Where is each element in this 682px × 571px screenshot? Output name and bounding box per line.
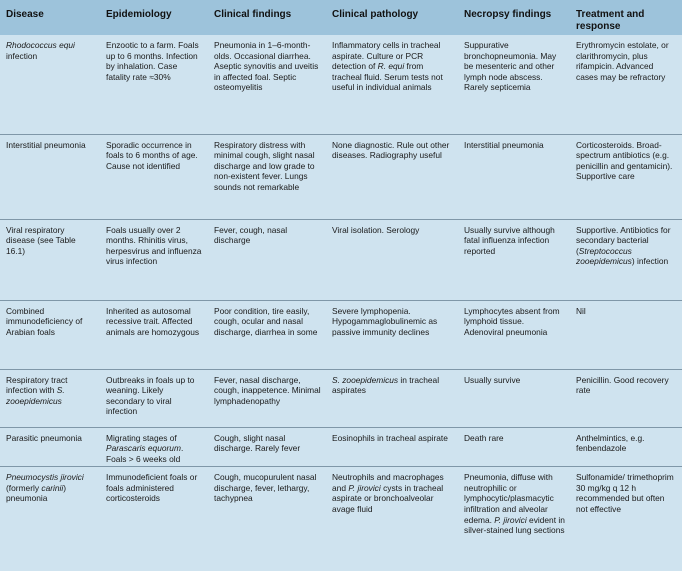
table-row bbox=[0, 219, 682, 300]
disease-italic: carinii bbox=[41, 482, 64, 493]
pathology-text: Inflammatory cells in tracheal aspirate. Culture or PCR detection of bbox=[332, 40, 441, 72]
cell-clinical-pathology bbox=[326, 369, 458, 427]
cell-clinical-findings: Fever, cough, nasal discharge bbox=[208, 219, 326, 300]
cell-treatment: Penicillin. Good recovery rate bbox=[570, 369, 682, 427]
cell-disease: Interstitial pneumonia bbox=[0, 134, 100, 219]
cell-clinical-pathology bbox=[326, 467, 458, 571]
cell-clinical-findings: Respiratory distress with minimal cough, slight nasal discharge and low grade to non-existent fever. Lungs sounds not remarkable bbox=[208, 134, 326, 219]
cell-treatment: Corticosteroids. Broad-spectrum antibiotics (e.g. penicillin and gentamicin). Supportive care bbox=[570, 134, 682, 219]
cell-clinical-pathology: None diagnostic. Rule out other diseases. Radiography useful bbox=[326, 134, 458, 219]
pathology-italic: R. equi bbox=[377, 61, 405, 72]
header-clinical-findings: Clinical findings bbox=[214, 9, 292, 20]
table-row bbox=[0, 369, 682, 427]
treatment-text: Supportive. Antibiotics for secondary bacterial ( bbox=[576, 224, 671, 256]
disease-text: infection bbox=[6, 50, 38, 61]
cell-clinical-findings: Poor condition, tire easily, cough, ocular and nasal discharge, diarrhea in some bbox=[208, 300, 326, 369]
cell-clinical-pathology: Severe lymphopenia. Hypogammaglobulinemic as passive immunity declines bbox=[326, 300, 458, 369]
header-epidemiology: Epidemiology bbox=[106, 9, 172, 20]
disease-text: Respiratory tract infection with bbox=[6, 374, 68, 396]
cell-treatment: Erythromycin estolate, or clarithromycin, plus rifampicin. Advanced cases may be refractory bbox=[576, 40, 669, 82]
disease-text: (formerly bbox=[6, 482, 42, 493]
cell-necropsy-findings: Suppurative bronchopneumonia. May be mesenteric and other lymph node abscess. Rarely septicemia bbox=[464, 40, 557, 93]
header-clinical-pathology: Clinical pathology bbox=[332, 9, 419, 20]
epidemiology-text: . Foals > 6 weeks old bbox=[106, 443, 184, 464]
cell-epidemiology: Enzootic to a farm. Foals up to 6 months. Infection by inhalation. Case fatality rate ≈30% bbox=[106, 40, 199, 82]
table-row bbox=[0, 134, 682, 219]
table-row bbox=[0, 300, 682, 369]
cell-necropsy-findings: Lymphocytes absent from lymphoid tissue. Adenoviral pneumonia bbox=[458, 300, 570, 369]
cell-disease bbox=[0, 35, 100, 134]
pathology-italic: S. zooepidemicus bbox=[332, 374, 399, 385]
cell-disease: Viral respiratory disease (see Table 16.1) bbox=[0, 219, 100, 300]
cell-epidemiology bbox=[100, 427, 208, 467]
cell-clinical-pathology: Eosinophils in tracheal aspirate bbox=[326, 427, 458, 467]
header-necropsy-findings: Necropsy findings bbox=[464, 9, 552, 20]
cell-treatment: Anthelmintics, e.g. fenbendazole bbox=[570, 427, 682, 467]
cell-necropsy-findings: Death rare bbox=[458, 427, 570, 467]
cell-treatment bbox=[570, 219, 682, 300]
cell-necropsy-findings bbox=[458, 467, 570, 571]
cell-disease bbox=[0, 369, 100, 427]
pathology-text: cysts in tracheal aspirate or bronchoalveolar avage fluid bbox=[332, 482, 444, 515]
cell-clinical-findings: Cough, mucopurulent nasal discharge, fever, lethargy, tachypnea bbox=[208, 467, 326, 571]
cell-clinical-findings: Cough, slight nasal discharge. Rarely fever bbox=[208, 427, 326, 467]
treatment-italic: Streptococcus zooepidemicus bbox=[576, 245, 632, 267]
necropsy-text: evident in silver-stained lung sections bbox=[464, 514, 565, 536]
cell-epidemiology: Outbreaks in foals up to weaning. Likely secondary to viral infection bbox=[100, 369, 208, 427]
cell-epidemiology: Inherited as autosomal recessive trait. Affected animals are homozygous bbox=[100, 300, 208, 369]
cell-clinical-findings: Fever, nasal discharge, cough, inappetence. Minimal lymphadenopathy bbox=[208, 369, 326, 427]
cell-epidemiology: Foals usually over 2 months. Rhinitis virus, herpesvirus and influenza virus infection bbox=[100, 219, 208, 300]
cell-epidemiology: Immunodeficient foals or foals administered corticosteroids bbox=[100, 467, 208, 571]
disease-text: ) pneumonia bbox=[6, 482, 67, 504]
table-row bbox=[0, 427, 682, 467]
necropsy-italic: P. jirovici bbox=[494, 514, 527, 525]
pathology-italic: P. jirovici bbox=[348, 482, 381, 493]
pathology-text: Neutrophils and macrophages and bbox=[332, 472, 444, 493]
pathology-text: from tracheal fluid. Serum tests not useful in individual animals bbox=[332, 61, 443, 93]
disease-italic: S. zooepidemicus bbox=[6, 385, 65, 406]
disease-italic: Pneumocystis jirovici bbox=[6, 472, 84, 483]
cell-disease: Combined immunodeficiency of Arabian foals bbox=[0, 300, 100, 369]
cell-epidemiology: Sporadic occurrence in foals to 6 months of age. Cause not identified bbox=[100, 134, 208, 219]
cell-disease: Parasitic pneumonia bbox=[0, 427, 100, 467]
table-row bbox=[0, 467, 682, 571]
cell-necropsy-findings: Usually survive bbox=[458, 369, 570, 427]
epidemiology-italic: Parascaris equorum bbox=[106, 443, 181, 454]
disease-italic: Rhodococcus equi bbox=[6, 40, 75, 50]
cell-disease bbox=[0, 467, 100, 571]
epidemiology-text: Migrating stages of bbox=[106, 432, 177, 443]
header-treatment: Treatment and response bbox=[576, 9, 645, 32]
cell-necropsy-findings: Usually survive although fatal influenza infection reported bbox=[458, 219, 570, 300]
table-header-row bbox=[0, 0, 682, 35]
cell-treatment: Sulfonamide/ trimethoprim 30 mg/kg q 12 h recommended but often not effective bbox=[570, 467, 682, 571]
cell-clinical-pathology: Viral isolation. Serology bbox=[326, 219, 458, 300]
cell-clinical-pathology bbox=[326, 35, 458, 134]
cell-treatment: Nil bbox=[570, 300, 682, 369]
header-disease: Disease bbox=[6, 9, 44, 20]
pathology-text: in tracheal aspirates bbox=[332, 374, 440, 396]
treatment-text: ) infection bbox=[631, 256, 669, 267]
cell-necropsy-findings: Interstitial pneumonia bbox=[458, 134, 570, 219]
necropsy-text: Pneumonia, diffuse with neutrophilic or lymphocytic/plasmacytic infiltration and alveolar edema. bbox=[464, 472, 554, 525]
table-row bbox=[0, 35, 682, 134]
cell-clinical-findings: Pneumonia in 1–6-month-olds. Occasional diarrhea. Aseptic synovitis and uveitis in affected foal. Septic osteomyelitis bbox=[214, 40, 319, 93]
